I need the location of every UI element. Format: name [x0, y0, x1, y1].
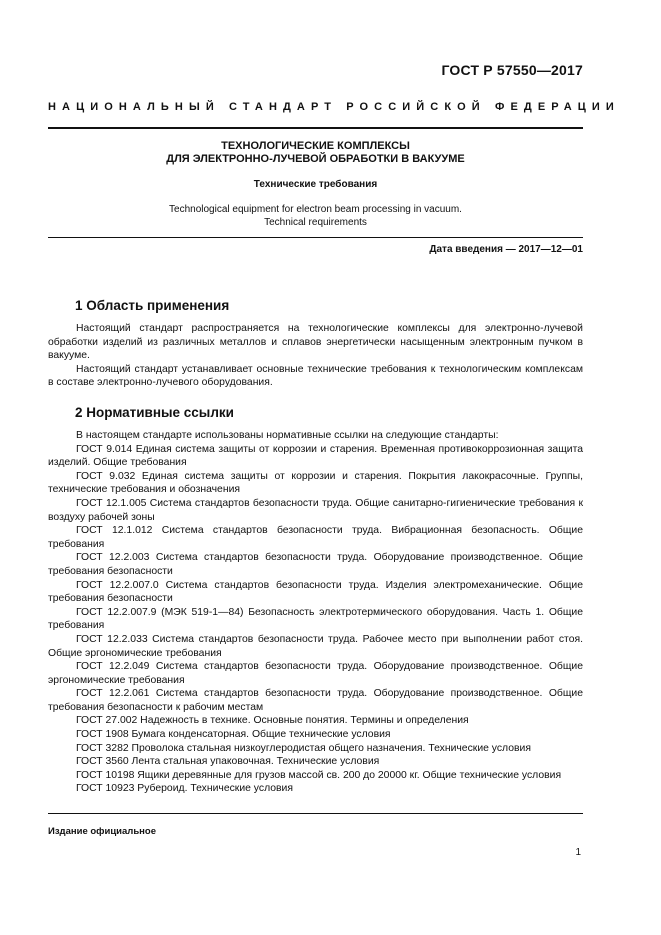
- title-line-2: ДЛЯ ЭЛЕКТРОННО-ЛУЧЕВОЙ ОБРАБОТКИ В ВАКУУМЕ: [166, 153, 465, 165]
- reference-item: ГОСТ 27.002 Надежность в технике. Основные понятия. Термины и определения: [76, 715, 469, 727]
- paragraph: Настоящий стандарт устанавливает основные технические требования к технологическим комплексам в составе электронно-лучевого оборудования.: [48, 363, 583, 389]
- reference-item: ГОСТ 9.032 Единая система защиты от коррозии и старения. Покрытия лакокрасочные. Группы, технические требования и обозначения: [48, 470, 583, 496]
- english-title-line-1: Technological equipment for electron beam processing in vacuum.: [169, 204, 462, 215]
- english-title-line-2: Technical requirements: [264, 217, 367, 228]
- edition-note: Издание официальное: [48, 826, 156, 837]
- reference-item: ГОСТ 9.014 Единая система защиты от коррозии и старения. Временная противокоррозионная защита изделий. Общие требования: [48, 443, 583, 469]
- reference-item: ГОСТ 12.2.049 Система стандартов безопасности труда. Оборудование производственное. Общие эргономические требования: [48, 661, 583, 686]
- reference-item: ГОСТ 12.2.007.0 Система стандартов безопасности труда. Изделия электромеханические. Общие требования безопасности: [48, 579, 583, 605]
- english-title: [48, 203, 583, 229]
- reference-item: ГОСТ 12.1.012 Система стандартов безопасности труда. Вибрационная безопасность. Общие требования: [48, 525, 583, 550]
- reference-item: ГОСТ 12.2.007.9 (МЭК 519-1—84) Безопасность электротермического оборудования. Часть 1. Общие требования: [48, 606, 583, 632]
- reference-item: ГОСТ 12.2.033 Система стандартов безопасности труда. Рабочее место при выполнении работ стоя. Общие эргономические требования: [48, 633, 583, 659]
- reference-item: ГОСТ 10923 Рубероид. Технические условия: [76, 783, 293, 795]
- section-2-heading: 2 Нормативные ссылки: [75, 405, 234, 420]
- footer-divider: [48, 813, 583, 814]
- section-2-body: [48, 429, 583, 796]
- reference-item: ГОСТ 3560 Лента стальная упаковочная. Технические условия: [76, 756, 380, 768]
- reference-item: ГОСТ 3282 Проволока стальная низкоуглеродистая общего назначения. Технические условия: [76, 742, 531, 754]
- title-line-1: ТЕХНОЛОГИЧЕСКИЕ КОМПЛЕКСЫ: [221, 140, 410, 152]
- title-divider: [48, 237, 583, 238]
- top-divider: [48, 127, 583, 129]
- document-title: [48, 140, 583, 166]
- paragraph: В настоящем стандарте использованы нормативные ссылки на следующие стандарты:: [76, 430, 499, 441]
- reference-item: ГОСТ 1908 Бумага конденсаторная. Общие технические условия: [76, 729, 391, 741]
- standard-number: ГОСТ Р 57550—2017: [441, 62, 583, 78]
- introduction-date: Дата введения — 2017—12—01: [429, 244, 583, 255]
- section-1-body: [48, 322, 583, 390]
- reference-item: ГОСТ 12.2.061 Система стандартов безопасности труда. Оборудование производственное. Общие требования безопасности к рабочим местам: [48, 688, 583, 713]
- reference-item: ГОСТ 12.2.003 Система стандартов безопасности труда. Оборудование производственное. Общие требования безопасности: [48, 552, 583, 577]
- page-number: 1: [575, 847, 581, 858]
- document-subtitle: Технические требования: [253, 179, 378, 190]
- reference-item: ГОСТ 10198 Ящики деревянные для грузов массой св. 200 до 20000 кг. Общие технические условия: [76, 769, 562, 781]
- section-1-heading: 1 Область применения: [75, 298, 230, 313]
- national-standard-banner: НАЦИОНАЛЬНЫЙ СТАНДАРТ РОССИЙСКОЙ ФЕДЕРАЦИИ: [48, 101, 620, 113]
- paragraph: Настоящий стандарт распространяется на технологические комплексы для электронно-лучевой обработки изделий из различных металлов и сплавов энергетически насыщенным электронным пучком в вакууме.: [48, 323, 583, 362]
- reference-item: ГОСТ 12.1.005 Система стандартов безопасности труда. Общие санитарно-гигиенические требования к воздуху рабочей зоны: [48, 497, 583, 523]
